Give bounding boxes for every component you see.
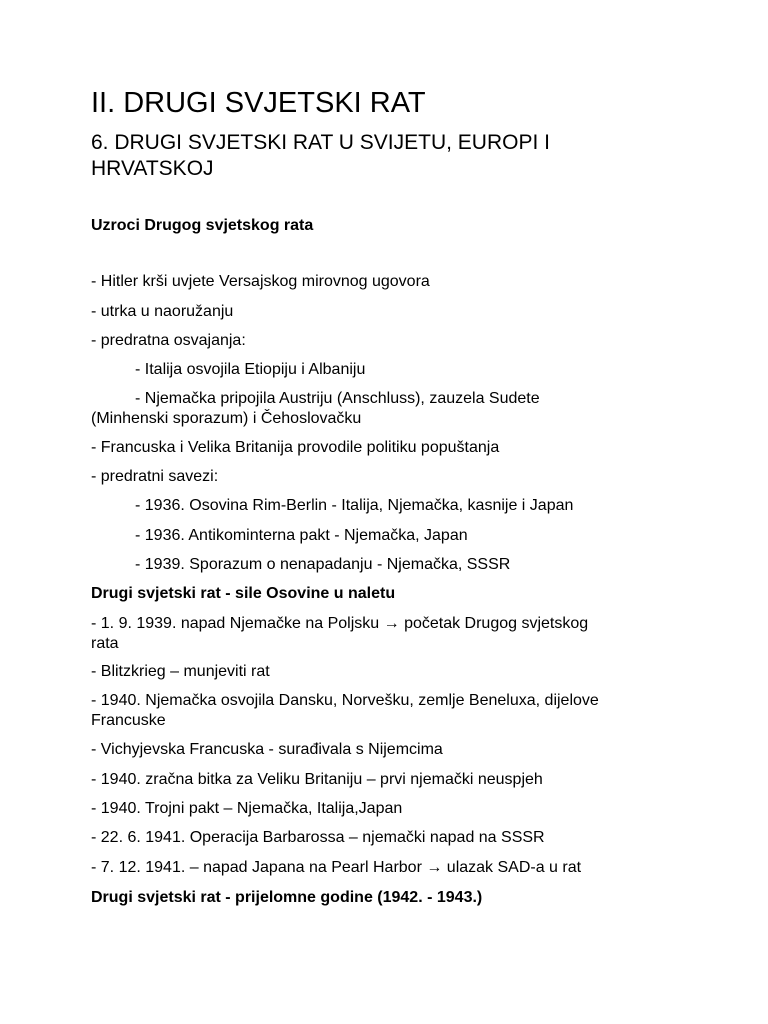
list-item: - 22. 6. 1941. Operacija Barbarossa – njemački napad na SSSR <box>91 829 545 846</box>
list-item: - 1940. zračna bitka za Veliku Britaniju – prvi njemački neuspjeh <box>91 771 543 788</box>
list-item-continuation: Francuske <box>91 712 166 729</box>
list-item-continuation: rata <box>91 635 119 652</box>
section-heading-turning-years: Drugi svjetski rat - prijelomne godine (1942. - 1943.) <box>91 889 483 906</box>
list-item: - utrka u naoružanju <box>91 303 234 320</box>
list-item: - Francuska i Velika Britanija provodile politiku popuštanja <box>91 439 500 456</box>
list-item: - 1940. Trojni pakt – Njemačka, Italija,Japan <box>91 800 403 817</box>
list-item: - 7. 12. 1941. – napad Japana na Pearl Harbor → ulazak SAD-a u rat <box>91 859 582 876</box>
section-heading-causes: Uzroci Drugog svjetskog rata <box>91 217 314 234</box>
list-subitem-continuation: (Minhenski sporazum) i Čehoslovačku <box>91 410 362 427</box>
list-subitem: - 1936. Antikominterna pakt - Njemačka, Japan <box>135 527 468 544</box>
list-item: - 1940. Njemačka osvojila Dansku, Norvešku, zemlje Beneluxa, dijelove <box>91 692 599 709</box>
list-item: - Blitzkrieg – munjeviti rat <box>91 663 270 680</box>
list-subitem: - Italija osvojila Etiopiju i Albaniju <box>135 361 366 378</box>
chapter-title-line-2: HRVATSKOJ <box>91 157 214 180</box>
list-item: - Hitler krši uvjete Versajskog mirovnog ugovora <box>91 273 430 290</box>
list-item: - Vichyjevska Francuska - surađivala s Nijemcima <box>91 741 443 758</box>
list-subitem: - 1939. Sporazum o nenapadanju - Njemačka, SSSR <box>135 556 511 573</box>
list-subitem: - Njemačka pripojila Austriju (Anschluss), zauzela Sudete <box>135 390 540 407</box>
list-item: - predratna osvajanja: <box>91 332 246 349</box>
list-item: - predratni savezi: <box>91 468 219 485</box>
section-heading-axis-offensive: Drugi svjetski rat - sile Osovine u naletu <box>91 585 396 602</box>
chapter-title-line-1: 6. DRUGI SVJETSKI RAT U SVIJETU, EUROPI I <box>91 131 550 154</box>
list-item: - 1. 9. 1939. napad Njemačke na Poljsku → početak Drugog svjetskog <box>91 615 589 632</box>
page-title: II. DRUGI SVJETSKI RAT <box>91 87 426 119</box>
list-subitem: - 1936. Osovina Rim-Berlin - Italija, Njemačka, kasnije i Japan <box>135 497 574 514</box>
